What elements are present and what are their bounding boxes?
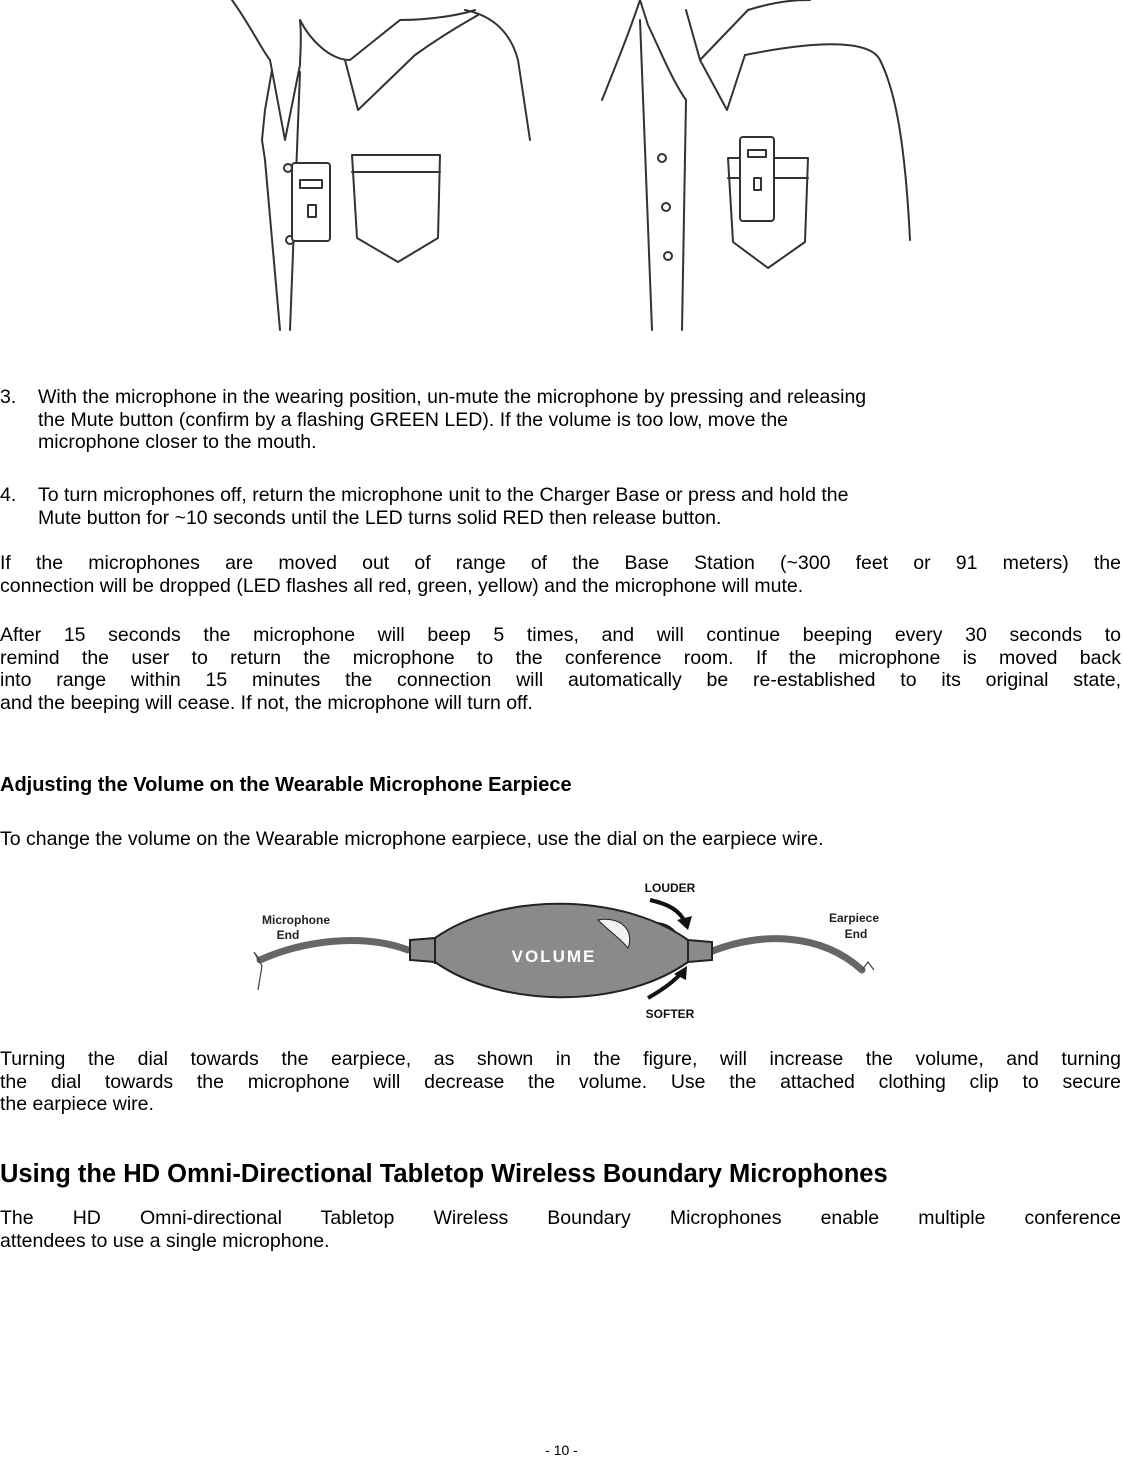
change-volume-paragraph: To change the volume on the Wearable microphone earpiece, use the dial on the earpiece wire. [0, 828, 824, 850]
step-3-line-3: microphone closer to the mouth. [38, 431, 317, 453]
earpiece-wire [710, 939, 862, 970]
turning-paragraph [0, 1048, 1121, 1116]
step-number: 3. [0, 386, 17, 408]
beep-line-2: remind the user to return the microphone to the conference room. If the microphone is moved back [0, 646, 1121, 669]
microphone-end-label-2: End [276, 928, 300, 942]
range-line-2: connection will be dropped (LED flashes all red, green, yellow) and the microphone will mute. [0, 574, 804, 597]
shirts-illustration [0, 0, 1123, 335]
range-line-1: If the microphones are moved out of range of the Base Station (~300 feet or 91 meters) the [0, 552, 1121, 574]
turning-line-3: the earpiece wire. [0, 1093, 154, 1115]
heading-boundary-microphones: Using the HD Omni-Directional Tabletop Wireless Boundary Microphones [0, 1160, 888, 1188]
beep-line-3: into range within 15 minutes the connection will automatically be re-established to its original state, [0, 669, 1121, 691]
earpiece-end-label-1: Earpiece [828, 911, 880, 925]
beep-paragraph [0, 624, 1121, 714]
page-number: - 10 - [545, 1442, 578, 1458]
boundary-paragraph [0, 1207, 1121, 1252]
volume-dial-figure [240, 872, 890, 1024]
range-paragraph [0, 552, 1121, 597]
earpiece-end-label-2: End [844, 927, 868, 941]
step-4-line-1: To turn microphones off, return the microphone unit to the Charger Base or press and hold the [38, 484, 849, 506]
left-mic-clip [292, 163, 330, 241]
microphone-end-label-1: Microphone [262, 913, 330, 927]
step-3-line-1: With the microphone in the wearing position, un-mute the microphone by pressing and releasing [38, 386, 867, 408]
boundary-line-1: The HD Omni-directional Tabletop Wireless Boundary Microphones enable multiple conference [0, 1207, 1121, 1229]
microphone-wire [260, 941, 408, 960]
beep-line-4: and the beeping will cease. If not, the microphone will turn off. [0, 691, 533, 714]
beep-line-1: After 15 seconds the microphone will beep 5 times, and will continue beeping every 30 seconds to [0, 624, 1121, 646]
heading-adjusting-volume: Adjusting the Volume on the Wearable Microphone Earpiece [0, 774, 572, 796]
step-number: 4. [0, 484, 17, 506]
turning-line-1: Turning the dial towards the earpiece, as shown in the figure, will increase the volume, and turning [0, 1048, 1121, 1070]
turning-line-2: the dial towards the microphone will decrease the volume. Use the attached clothing clip to secure [0, 1070, 1121, 1093]
softer-label: SOFTER [645, 1007, 695, 1021]
boundary-line-2: attendees to use a single microphone. [0, 1229, 330, 1252]
step-3-line-2: the Mute button (confirm by a flashing GREEN LED). If the volume is too low, move the [38, 408, 789, 431]
volume-label: VOLUME [511, 947, 597, 966]
left-shirt-collar [232, 0, 301, 140]
step-4-line-2: Mute button for ~10 seconds until the LED turns solid RED then release button. [38, 506, 722, 529]
louder-label: LOUDER [644, 881, 696, 895]
